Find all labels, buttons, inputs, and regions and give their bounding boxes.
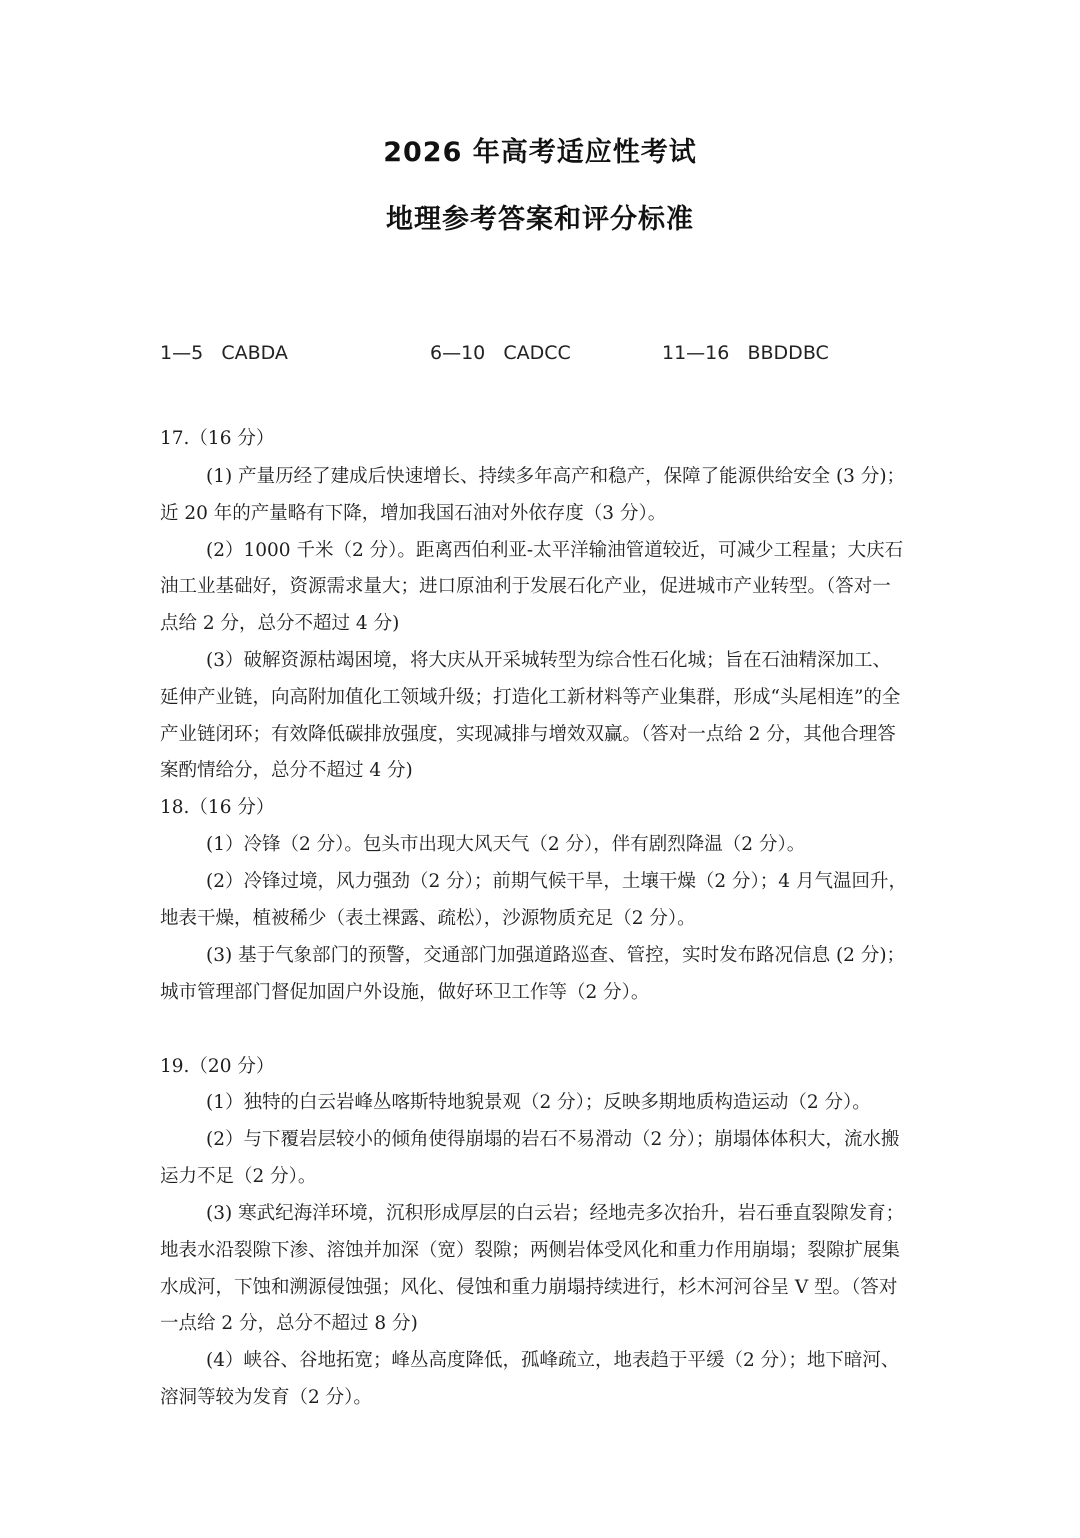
exam-title: 2026 年高考适应性考试 — [383, 137, 697, 168]
objective-answers-row — [160, 342, 960, 372]
question-17-heading: 17.（16 分） — [160, 428, 275, 449]
answer-group-6-10: 6—10 CADCC — [430, 342, 571, 364]
answer-text-line: (3) 基于气象部门的预警，交通部门加强道路巡查、管控，实时发布路况信息 (2 分)； — [206, 945, 906, 966]
answer-key-title: 地理参考答案和评分标准 — [386, 204, 694, 235]
answer-text-line: (4）峡谷、谷地拓宽；峰丛高度降低，孤峰疏立，地表趋于平缓（2 分）；地下暗河、 — [206, 1350, 900, 1371]
answer-text-line: 城市管理部门督促加固户外设施，做好环卫工作等（2 分）。 — [160, 982, 650, 1003]
answer-text-line: 一点给 2 分，总分不超过 8 分) — [160, 1313, 418, 1334]
answer-text-line: 近 20 年的产量略有下降，增加我国石油对外依存度（3 分）。 — [160, 503, 667, 524]
answer-text-line: (1）冷锋（2 分）。包头市出现大风天气（2 分），伴有剧烈降温（2 分）。 — [206, 834, 806, 855]
answer-text-line: 溶洞等较为发育（2 分）。 — [160, 1387, 372, 1408]
answer-text-line: 延伸产业链，向高附加值化工领域升级；打造化工新材料等产业集群，形成“头尾相连”的全 — [160, 687, 901, 708]
answer-text-line: (1) 产量历经了建成后快速增长、持续多年高产和稳产，保障了能源供给安全 (3 分)； — [206, 466, 906, 487]
answer-text-line: (1）独特的白云岩峰丛喀斯特地貌景观（2 分）；反映多期地质构造运动（2 分）。 — [206, 1092, 871, 1113]
answer-group-1-5: 1—5 CABDA — [160, 342, 288, 364]
answer-text-line: (3）破解资源枯竭困境，将大庆从开采城转型为综合性石化城；旨在石油精深加工、 — [206, 650, 891, 671]
answer-text-line: 地表水沿裂隙下渗、溶蚀并加深（宽）裂隙；两侧岩体受风化和重力作用崩塌；裂隙扩展集 — [160, 1240, 901, 1261]
answer-text-line: (2）1000 千米（2 分）。距离西伯利亚-太平洋输油管道较近，可减少工程量；大庆石 — [206, 540, 904, 561]
answer-text-line: 运力不足（2 分）。 — [160, 1166, 317, 1187]
answer-text-line: 地表干燥，植被稀少（表土裸露、疏松），沙源物质充足（2 分）。 — [160, 908, 696, 929]
answer-text-line: 水成河，下蚀和溯源侵蚀强；风化、侵蚀和重力崩塌持续进行，杉木河河谷呈 V 型。（答对 — [160, 1277, 898, 1298]
question-18-heading: 18.（16 分） — [160, 797, 275, 818]
answer-text-line: 产业链闭环；有效降低碳排放强度，实现减排与增效双赢。（答对一点给 2 分，其他合理答 — [160, 724, 896, 745]
answer-text-line: (3) 寒武纪海洋环境，沉积形成厚层的白云岩；经地壳多次抬升，岩石垂直裂隙发育； — [206, 1203, 905, 1224]
answer-text-line: (2）冷锋过境，风力强劲（2 分）；前期气候干旱，土壤干燥（2 分）；4 月气温回升， — [206, 871, 907, 892]
answer-text-line: (2）与下覆岩层较小的倾角使得崩塌的岩石不易滑动（2 分）；崩塌体体积大，流水搬 — [206, 1129, 900, 1150]
answer-text-line: 油工业基础好，资源需求量大；进口原油利于发展石化产业，促进城市产业转型。（答对一 — [160, 576, 891, 597]
answer-group-11-16: 11—16 BBDDBC — [662, 342, 829, 364]
answer-text-line: 案酌情给分，总分不超过 4 分) — [160, 760, 413, 781]
answer-text-line: 点给 2 分，总分不超过 4 分) — [160, 613, 400, 634]
question-19-heading: 19.（20 分） — [160, 1056, 275, 1077]
